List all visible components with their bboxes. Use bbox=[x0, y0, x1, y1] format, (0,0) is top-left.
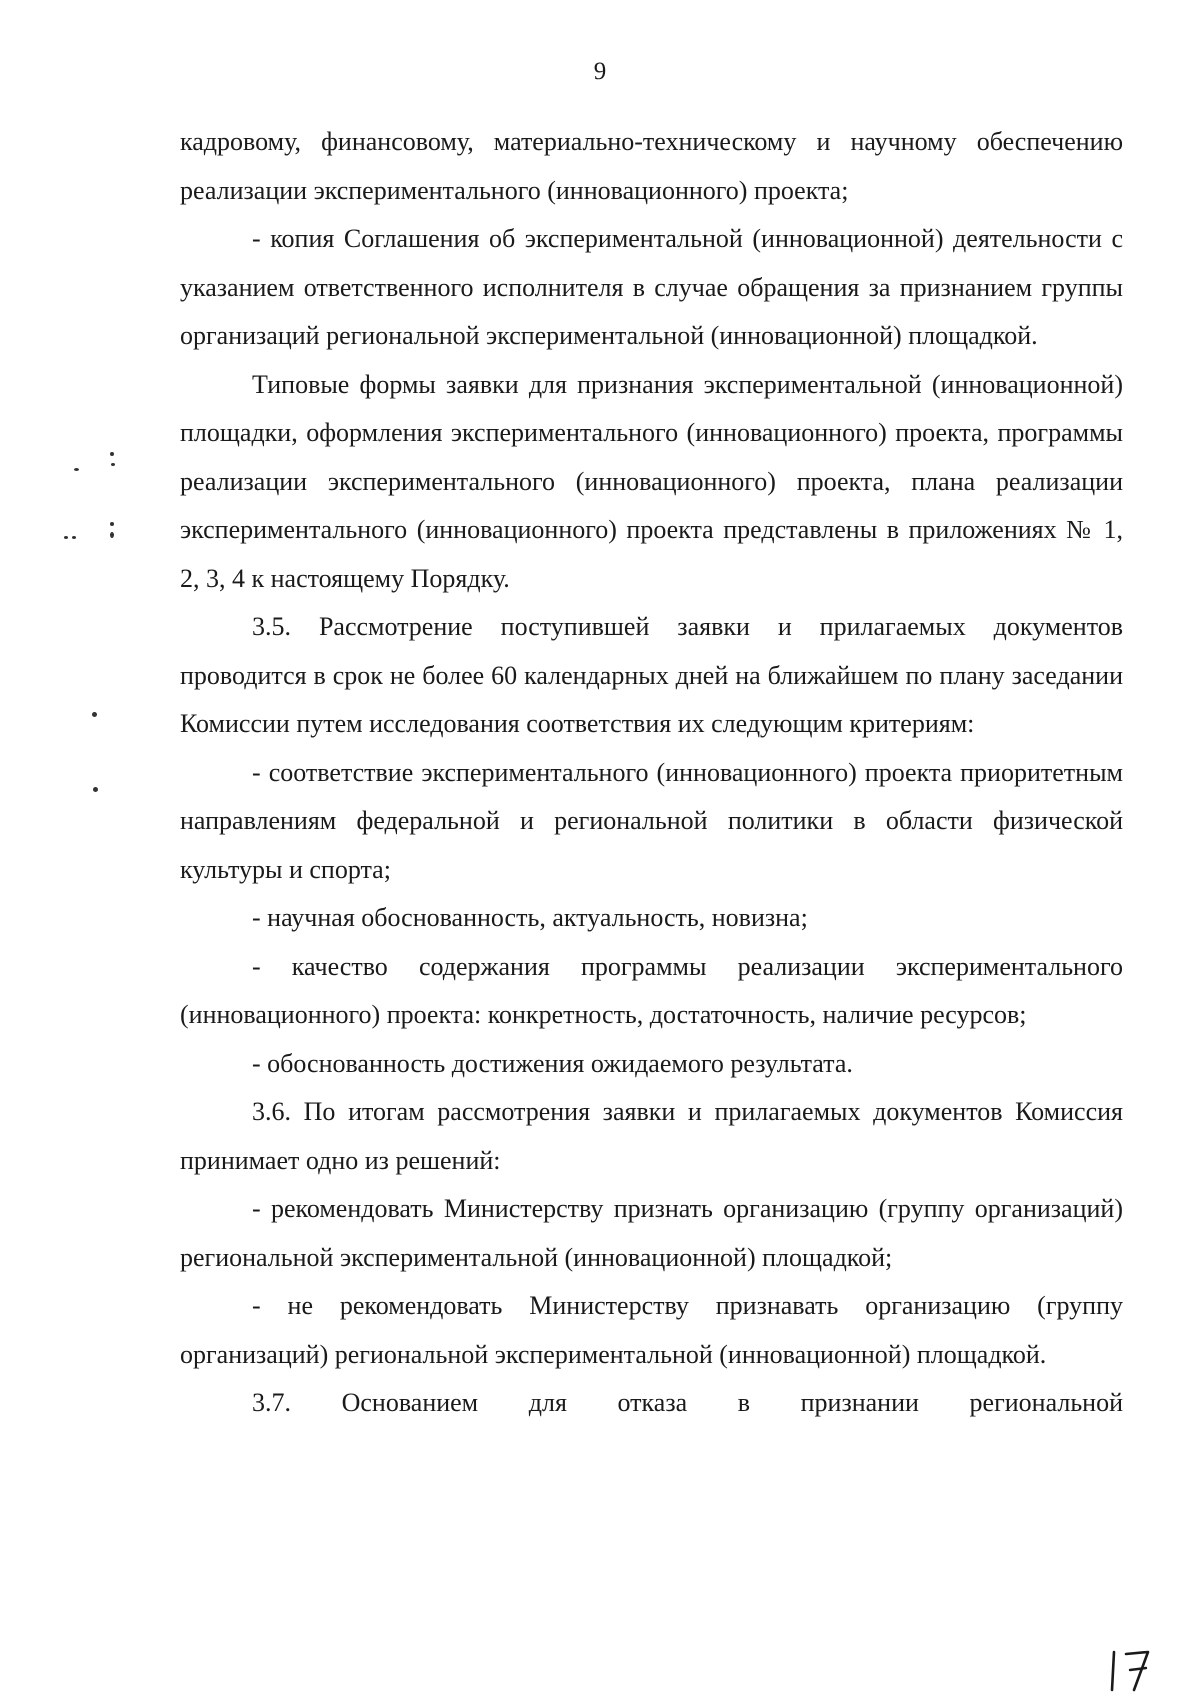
scan-dot-mark bbox=[110, 522, 114, 526]
scan-dot-mark bbox=[72, 536, 76, 539]
paragraph-continuation: кадровому, финансовому, материально-техническому и научному обеспечению реализации экспериментального (инновационного) проекта; bbox=[180, 127, 1123, 205]
scan-dot-mark bbox=[74, 468, 79, 471]
scan-dot-mark bbox=[92, 712, 97, 717]
clause-3-5: 3.5. Рассмотрение поступившей заявки и прилагаемых документов проводится в срок не более 60 календарных дней на ближайшем по плану заседании Комиссии путем исследования соответствия их следующим критериям: bbox=[180, 612, 1123, 738]
document-body bbox=[180, 118, 1123, 1428]
scan-dot-mark bbox=[111, 463, 115, 466]
list-item-criterion-quality: - качество содержания программы реализации экспериментального (инновационного) проекта: конкретность, достаточность, наличие ресурсов; bbox=[180, 951, 1123, 1029]
handwritten-folio-mark bbox=[1104, 1646, 1164, 1694]
list-item-decision-recommend: - рекомендовать Министерству признать организацию (группу организаций) региональной экспериментальной (инновационной) площадкой; bbox=[180, 1194, 1123, 1272]
paragraph-typical-forms: Типовые формы заявки для признания экспериментальной (инновационной) площадки, оформления экспериментального (инновационного) проекта, программы реализации экспериментального (инновационного) проекта, плана реализации экспериментального (инновационного) проекта представлены в приложениях № 1, 2, 3, 4 к настоящему Порядку. bbox=[180, 369, 1123, 593]
list-item-agreement-copy: - копия Соглашения об экспериментальной (инновационной) деятельности с указанием ответственного исполнителя в случае обращения за признанием группы организаций региональной экспериментальной (инновационной) площадкой. bbox=[180, 224, 1123, 350]
list-item-criterion-science: - научная обоснованность, актуальность, новизна; bbox=[252, 903, 808, 932]
list-item-decision-not-recommend: - не рекомендовать Министерству признавать организацию (группу организаций) региональной экспериментальной (инновационной) площадкой. bbox=[180, 1291, 1123, 1369]
scan-dot-mark bbox=[93, 787, 98, 792]
scan-dot-mark bbox=[110, 532, 114, 538]
list-item-criterion-result: - обоснованность достижения ожидаемого результата. bbox=[252, 1048, 853, 1078]
list-item-criterion-priority: - соответствие экспериментального (инновационного) проекта приоритетным направлениям федеральной и региональной политики в области физической культуры и спорта; bbox=[180, 757, 1123, 884]
clause-3-7: 3.7. Основанием для отказа в признании региональной bbox=[252, 1388, 1123, 1417]
scan-dot-mark bbox=[110, 452, 114, 456]
clause-3-6: 3.6. По итогам рассмотрения заявки и прилагаемых документов Комиссия принимает одно из решений: bbox=[180, 1097, 1123, 1175]
page-number: 9 bbox=[593, 58, 607, 85]
scan-dot-mark bbox=[64, 536, 68, 539]
